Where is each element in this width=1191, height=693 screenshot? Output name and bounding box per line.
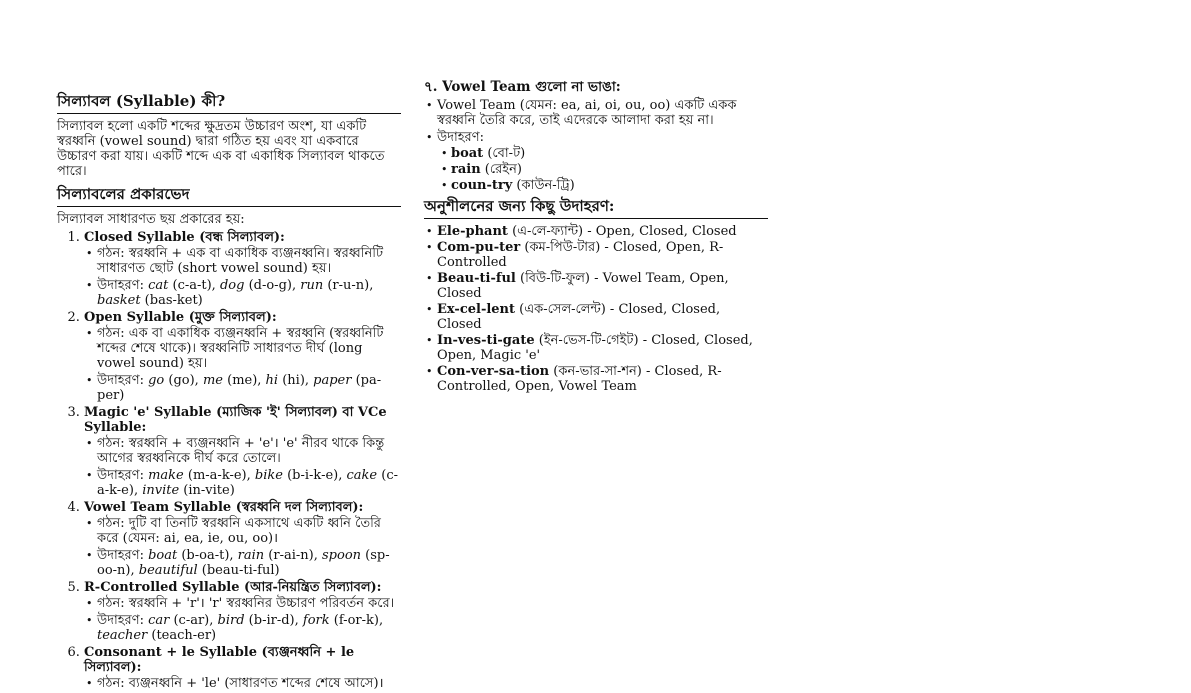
example-split: (teach-er): [147, 628, 217, 643]
example-word: fork: [302, 613, 330, 628]
vowel-team-examples-label: উদাহরণ:: [437, 130, 484, 145]
syllable-type-item: [84, 580, 401, 643]
example-word: me: [202, 373, 223, 388]
syllable-type-examples: [97, 468, 401, 498]
practice-word: Com-pu-ter: [437, 240, 521, 255]
syllable-type-item: [84, 310, 401, 403]
practice-example: [437, 240, 768, 270]
practice-breakdown: (বিউ-টি-ফুল) - Vowel Team, Open, Closed: [437, 271, 729, 301]
syllable-type-formation: • গঠন: এক বা একাধিক ব্যঞ্জনধ্বনি + স্বরধ্বনি (স্বরধ্বনিটি শব্দের শেষে থাকে)। স্বরধ্বনিটি সাধারণত দীর্ঘ (long vowel sound) হয়।: [97, 326, 401, 371]
syllable-type-details: [84, 326, 401, 403]
practice-breakdown: (কম-পিউ-টার) - Closed, Open, R-Controlled: [437, 240, 724, 270]
syllable-type-formation: • গঠন: ব্যঞ্জনধ্বনি + 'le' (সাধারণত শব্দের শেষে আসে)।: [97, 676, 401, 691]
example-split: (hi),: [278, 373, 314, 388]
example-split: (bas-ket): [140, 293, 203, 308]
syllable-type-item: [84, 405, 401, 498]
syllable-type-details: [84, 246, 401, 308]
example-pronunciation: (কাউন-ট্রি): [512, 178, 575, 193]
example-split: (c-a-t),: [168, 278, 220, 293]
example-pronunciation: (বো-ট): [483, 146, 526, 161]
example-word: rain: [451, 162, 481, 177]
practice-breakdown: (এক-সেল-লেন্ট) - Closed, Closed, Closed: [437, 302, 721, 332]
practice-breakdown: (এ-লে-ফ্যান্ট) - Open, Closed, Closed: [507, 224, 737, 239]
practice-examples-list: [424, 224, 768, 394]
syllable-type-title: Magic 'e' Syllable (ম্যাজিক 'ই' সিল্যাবল) বা VCe Syllable:: [84, 405, 387, 435]
practice-word: Ex-cel-lent: [437, 302, 516, 317]
syllable-type-formation: • গঠন: দুটি বা তিনটি স্বরধ্বনি একসাথে একটি ধ্বনি তৈরি করে (যেমন: ai, ea, ie, ou, oo)।: [97, 516, 401, 546]
what-is-syllable-text: সিল্যাবল হলো একটি শব্দের ক্ষুদ্রতম উচ্চারণ অংশ, যা একটি স্বরধ্বনি (vowel sound) দ্বারা গঠিত হয় এবং যা একবারে উচ্চারণ করা যায়। একটি শব্দে এক বা একাধিক সিল্যাবল থাকতে পারে।: [57, 119, 385, 179]
syllable-type-item: [84, 500, 401, 578]
practice-word: Con-ver-sa-tion: [437, 364, 550, 379]
syllable-type-formation: • গঠন: স্বরধ্বনি + ব্যঞ্জনধ্বনি + 'e'। 'e' নীরব থাকে কিন্তু আগের স্বরধ্বনিকে দীর্ঘ করে তোলে।: [97, 436, 401, 466]
vowel-team-rule-description: • Vowel Team (যেমন: ea, ai, oi, ou, oo) একটি একক স্বরধ্বনি তৈরি করে, তাই এদেরকে আলাদা করা হয় না।: [437, 98, 768, 128]
practice-example: [437, 271, 768, 301]
example-split: (sp-oo-n),: [97, 548, 390, 578]
example-split: (b-oa-t),: [177, 548, 238, 563]
right-column: [424, 79, 768, 396]
practice-word: In-ves-ti-gate: [437, 333, 535, 348]
vowel-team-examples-item: [437, 130, 768, 193]
example-word: run: [300, 278, 324, 293]
syllable-type-title: R-Controlled Syllable (আর-নিয়ন্ত্রিত সিল্যাবল):: [84, 580, 382, 595]
vowel-team-rule-heading: ৭. Vowel Team গুলো না ভাঙা:: [424, 79, 621, 95]
example-word: dog: [219, 278, 245, 293]
syllable-type-details: [84, 596, 401, 643]
example-word: basket: [97, 293, 141, 308]
syllable-type-title: Open Syllable (মুক্ত সিল্যাবল):: [84, 310, 277, 325]
example-word: rain: [237, 548, 265, 563]
practice-word: Ele-phant: [437, 224, 508, 239]
syllable-type-formation: • গঠন: স্বরধ্বনি + এক বা একাধিক ব্যঞ্জনধ্বনি। স্বরধ্বনিটি সাধারণত ছোট (short vowel sound) হয়।: [97, 246, 401, 276]
example-pronunciation: (রেইন): [480, 162, 522, 177]
example-split: (go),: [164, 373, 203, 388]
syllable-type-details: [84, 436, 401, 498]
example-split: (c-a-k-e),: [97, 468, 398, 498]
example-split: (r-u-n),: [323, 278, 374, 293]
practice-breakdown: (ইন-ভেস-টি-গেইট) - Closed, Closed, Open, Magic 'e': [437, 333, 753, 363]
example-split: (c-ar),: [169, 613, 218, 628]
syllable-type-examples: [97, 278, 401, 308]
example-split: (in-vite): [179, 483, 235, 498]
practice-breakdown: (কন-ভার-সা-শন) - Closed, R-Controlled, Open, Vowel Team: [437, 364, 722, 394]
example-word: paper: [313, 373, 352, 388]
syllable-type-title: Vowel Team Syllable (স্বরধ্বনি দল সিল্যাবল):: [84, 500, 364, 515]
syllable-types-list: [57, 230, 401, 691]
left-column: [57, 92, 401, 693]
example-word: go: [148, 373, 165, 388]
syllable-type-examples: [97, 548, 401, 578]
example-split: (m-a-k-e),: [183, 468, 255, 483]
syllable-type-title: Consonant + le Syllable (ব্যঞ্জনধ্বনি + le সিল্যাবল):: [84, 645, 355, 675]
practice-example: [437, 224, 768, 239]
vowel-team-example: [451, 146, 768, 161]
syllable-type-formation: • গঠন: স্বরধ্বনি + 'r'। 'r' স্বরধ্বনির উচ্চারণ পরিবর্তন করে।: [97, 596, 401, 611]
examples-label: উদাহরণ:: [97, 373, 149, 388]
examples-label: উদাহরণ:: [97, 548, 149, 563]
example-word: coun-try: [451, 178, 513, 193]
example-word: boat: [451, 146, 484, 161]
practice-example: [437, 302, 768, 332]
what-is-syllable-heading: সিল্যাবল (Syllable) কী?: [57, 92, 401, 114]
example-word: invite: [142, 483, 180, 498]
vowel-team-example: [451, 162, 768, 177]
syllable-types-heading: সিল্যাবলের প্রকারভেদ: [57, 185, 401, 207]
example-word: boat: [148, 548, 178, 563]
example-split: (d-o-g),: [244, 278, 301, 293]
example-word: teacher: [97, 628, 148, 643]
example-split: (b-ir-d),: [244, 613, 303, 628]
examples-label: উদাহরণ:: [97, 613, 149, 628]
vowel-team-examples-list: [437, 146, 768, 193]
vowel-team-example: [451, 178, 768, 193]
example-word: bird: [217, 613, 245, 628]
examples-label: উদাহরণ:: [97, 278, 149, 293]
example-word: beautiful: [138, 563, 198, 578]
syllable-type-details: [84, 676, 401, 691]
example-word: spoon: [322, 548, 362, 563]
syllable-type-details: [84, 516, 401, 578]
example-word: car: [148, 613, 170, 628]
syllable-type-examples: [97, 613, 401, 643]
examples-label: উদাহরণ:: [97, 468, 149, 483]
example-word: bike: [254, 468, 283, 483]
example-split: (f-or-k),: [329, 613, 384, 628]
vowel-team-rule-list: [424, 98, 768, 193]
example-word: cake: [346, 468, 378, 483]
syllable-type-item: [84, 645, 401, 691]
example-word: hi: [265, 373, 279, 388]
syllable-type-item: [84, 230, 401, 308]
example-split: (b-i-k-e),: [282, 468, 347, 483]
syllable-type-examples: [97, 373, 401, 403]
example-word: cat: [148, 278, 169, 293]
practice-example: [437, 333, 768, 363]
practice-word: Beau-ti-ful: [437, 271, 516, 286]
example-split: (pa-per): [97, 373, 382, 403]
practice-example: [437, 364, 768, 394]
practice-examples-heading: অনুশীলনের জন্য কিছু উদাহরণ:: [424, 197, 768, 219]
example-split: (beau-ti-ful): [197, 563, 280, 578]
syllable-types-intro: সিল্যাবল সাধারণত ছয় প্রকারের হয়:: [57, 212, 245, 227]
syllable-type-title: Closed Syllable (বন্ধ সিল্যাবল):: [84, 230, 285, 245]
example-word: make: [148, 468, 184, 483]
example-split: (me),: [222, 373, 266, 388]
example-split: (r-ai-n),: [264, 548, 322, 563]
